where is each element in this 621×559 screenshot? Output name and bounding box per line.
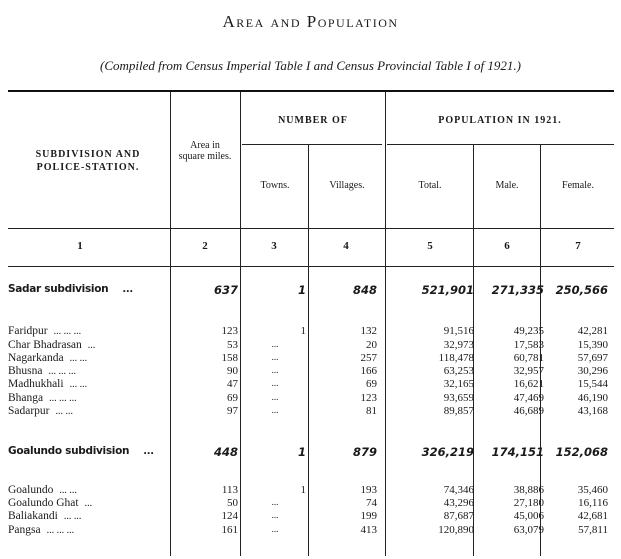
table-top-rule <box>8 90 614 92</box>
cell-area: 113 <box>221 484 238 496</box>
row-name <box>8 524 168 536</box>
column-number: 1 <box>77 240 83 252</box>
cell-area: 69 <box>227 392 238 404</box>
column-number: 5 <box>427 240 433 252</box>
cell-villages: 132 <box>360 325 377 337</box>
table-row <box>8 524 614 538</box>
column-number: 7 <box>575 240 581 252</box>
group-header-rule <box>242 144 382 145</box>
cell-towns: ... <box>271 405 279 415</box>
header-total: Total. <box>418 180 442 191</box>
cell-area: 637 <box>213 283 238 297</box>
cell-villages: 199 <box>360 510 377 522</box>
row-name-text: Sadarpur <box>8 405 50 417</box>
cell-male: 27,180 <box>513 497 544 509</box>
row-name <box>8 445 168 457</box>
cell-female: 42,281 <box>577 325 608 337</box>
cell-total: 93,659 <box>443 392 474 404</box>
cell-villages: 81 <box>366 405 377 417</box>
row-leader-dots: ... ... ... <box>49 393 77 404</box>
cell-area: 97 <box>227 405 238 417</box>
cell-male: 47,469 <box>513 392 544 404</box>
cell-area: 448 <box>213 445 238 459</box>
header-bottom-rule <box>8 228 614 229</box>
header-population: POPULATION IN 1921. <box>438 115 562 126</box>
row-leader-dots: ... <box>143 446 154 457</box>
row-name <box>8 325 168 337</box>
table-row <box>8 405 614 419</box>
group-header-rule <box>387 144 614 145</box>
cell-villages: 123 <box>360 392 377 404</box>
row-name <box>8 283 168 295</box>
row-leader-dots: ... <box>87 340 96 351</box>
cell-male: 46,689 <box>513 405 544 417</box>
row-name-text: Goalundo Ghat <box>8 497 79 509</box>
row-name-text: Pangsa <box>8 524 41 536</box>
page-subtitle: (Compiled from Census Imperial Table I and Census Provincial Table I of 1921.) <box>100 58 521 73</box>
cell-towns: ... <box>271 339 279 349</box>
page-title: Area and Population <box>222 12 399 31</box>
cell-male: 49,235 <box>513 325 544 337</box>
cell-male: 38,886 <box>513 484 544 496</box>
cell-female: 35,460 <box>577 484 608 496</box>
cell-male: 17,583 <box>513 339 544 351</box>
cell-towns: ... <box>271 510 279 520</box>
row-name-text: Goalundo <box>8 484 54 496</box>
cell-towns: 1 <box>297 445 306 459</box>
cell-towns: ... <box>271 497 279 507</box>
cell-towns: 1 <box>300 484 306 496</box>
cell-towns: ... <box>271 378 279 388</box>
cell-total: 521,901 <box>421 283 474 297</box>
table-row <box>8 339 614 353</box>
header-subdivision: SUBDIVISION AND POLICE-STATION. <box>35 149 141 173</box>
cell-female: 42,681 <box>577 510 608 522</box>
row-leader-dots: ... ... <box>55 406 74 417</box>
header-female: Female. <box>562 180 594 191</box>
cell-female: 152,068 <box>555 445 608 459</box>
header-area: Area in square miles. <box>178 140 232 162</box>
cell-female: 57,811 <box>578 524 608 536</box>
cell-male: 16,621 <box>513 378 544 390</box>
row-name-text: Bhanga <box>8 392 44 404</box>
subdivision-row <box>8 445 614 463</box>
header-towns: Towns. <box>260 180 290 191</box>
cell-total: 63,253 <box>443 365 474 377</box>
table-row <box>8 497 614 511</box>
cell-total: 89,857 <box>443 405 474 417</box>
cell-male: 32,957 <box>513 365 544 377</box>
cell-total: 32,973 <box>443 339 474 351</box>
cell-towns: 1 <box>297 283 306 297</box>
table-row <box>8 365 614 379</box>
row-name <box>8 392 168 404</box>
row-name <box>8 339 168 351</box>
row-leader-dots: ... ... <box>63 511 82 522</box>
cell-area: 90 <box>227 365 238 377</box>
cell-male: 63,079 <box>513 524 544 536</box>
cell-area: 47 <box>227 378 238 390</box>
cell-towns: ... <box>271 352 279 362</box>
row-name <box>8 484 168 496</box>
cell-villages: 193 <box>360 484 377 496</box>
cell-villages: 879 <box>352 445 377 459</box>
cell-female: 15,390 <box>577 339 608 351</box>
cell-total: 74,346 <box>443 484 474 496</box>
row-name <box>8 405 168 417</box>
row-name <box>8 497 168 509</box>
cell-total: 43,296 <box>443 497 474 509</box>
row-leader-dots: ... ... <box>69 353 88 364</box>
column-number: 2 <box>202 240 208 252</box>
cell-male: 60,781 <box>513 352 544 364</box>
cell-female: 30,296 <box>577 365 608 377</box>
row-name-text: Madhukhali <box>8 378 64 390</box>
table-row <box>8 352 614 366</box>
row-leader-dots: ... <box>122 284 133 295</box>
cell-female: 250,566 <box>555 283 608 297</box>
row-name-text: Faridpur <box>8 325 48 337</box>
row-leader-dots: ... <box>84 498 93 509</box>
row-name-text: Baliakandi <box>8 510 58 522</box>
header-male: Male. <box>495 180 519 191</box>
cell-villages: 74 <box>366 497 377 509</box>
row-name <box>8 352 168 364</box>
cell-towns: ... <box>271 524 279 534</box>
header-villages: Villages. <box>329 180 365 191</box>
row-leader-dots: ... ... ... <box>46 525 75 536</box>
row-name <box>8 510 168 522</box>
cell-villages: 69 <box>366 378 377 390</box>
cell-male: 271,335 <box>491 283 544 297</box>
cell-area: 161 <box>221 524 238 536</box>
row-name-text: Bhusna <box>8 365 43 377</box>
cell-total: 120,890 <box>438 524 474 536</box>
column-number: 3 <box>271 240 277 252</box>
table-row <box>8 484 614 498</box>
cell-towns: ... <box>271 365 279 375</box>
cell-villages: 848 <box>352 283 377 297</box>
cell-female: 46,190 <box>577 392 608 404</box>
row-leader-dots: ... ... <box>59 485 77 496</box>
cell-villages: 413 <box>360 524 377 536</box>
row-name <box>8 365 168 377</box>
cell-total: 118,478 <box>438 352 474 364</box>
subdivision-row <box>8 283 614 301</box>
row-name-text: Sadar subdivision <box>8 283 109 295</box>
cell-female: 15,544 <box>577 378 608 390</box>
cell-towns: ... <box>271 392 279 402</box>
table-row <box>8 378 614 392</box>
row-leader-dots: ... ... ... <box>48 366 76 377</box>
table-row <box>8 392 614 406</box>
cell-female: 43,168 <box>577 405 608 417</box>
table-row <box>8 510 614 524</box>
row-name-text: Char Bhadrasan <box>8 339 82 351</box>
cell-villages: 257 <box>360 352 377 364</box>
cell-male: 45,006 <box>513 510 544 522</box>
cell-towns: 1 <box>300 325 306 337</box>
cell-male: 174,151 <box>491 445 544 459</box>
cell-area: 158 <box>221 352 238 364</box>
column-number: 6 <box>504 240 510 252</box>
row-name-text: Goalundo subdivision <box>8 445 130 457</box>
row-name <box>8 378 168 390</box>
cell-area: 123 <box>221 325 238 337</box>
cell-total: 87,687 <box>443 510 474 522</box>
column-number-rule <box>8 266 614 267</box>
row-leader-dots: ... ... <box>69 379 88 390</box>
cell-area: 50 <box>227 497 238 509</box>
cell-villages: 20 <box>366 339 377 351</box>
row-leader-dots: ... ... ... <box>53 326 82 337</box>
cell-total: 91,516 <box>443 325 474 337</box>
table-row <box>8 325 614 339</box>
column-number: 4 <box>343 240 349 252</box>
cell-total: 326,219 <box>421 445 474 459</box>
cell-area: 53 <box>227 339 238 351</box>
cell-female: 16,116 <box>578 497 608 509</box>
header-number-of: NUMBER OF <box>278 115 348 126</box>
cell-total: 32,165 <box>443 378 474 390</box>
row-name-text: Nagarkanda <box>8 352 64 364</box>
cell-female: 57,697 <box>577 352 608 364</box>
cell-area: 124 <box>221 510 238 522</box>
cell-villages: 166 <box>360 365 377 377</box>
